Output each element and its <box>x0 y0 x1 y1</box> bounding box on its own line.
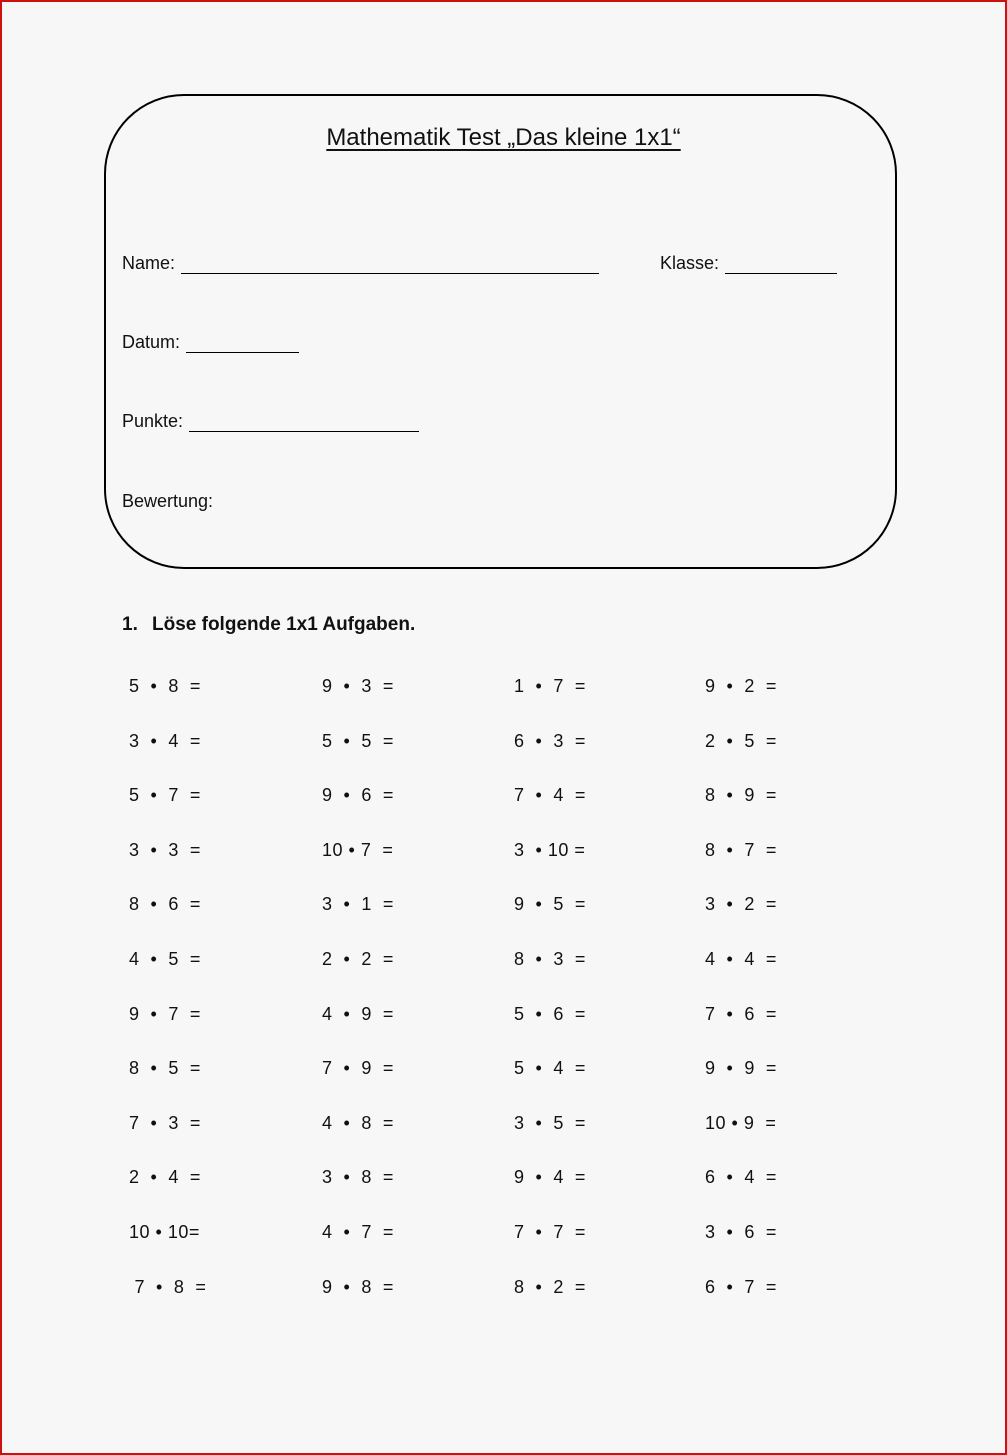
page-title: Mathematik Test „Das kleine 1x1“ <box>326 124 681 151</box>
problem-item: 7 • 6 = <box>705 1003 777 1024</box>
problem-item: 5 • 4 = <box>514 1058 586 1079</box>
problem-item: 8 • 6 = <box>129 894 201 915</box>
punkte-field <box>122 411 419 432</box>
problem-item: 3 • 3 = <box>129 839 201 860</box>
problem-item: 3 • 8 = <box>322 1167 394 1188</box>
problem-item: 9 • 6 = <box>322 785 394 806</box>
problem-item: 8 • 3 = <box>514 949 586 969</box>
problem-item: 7 • 9 = <box>322 1058 394 1079</box>
name-label: Name: <box>122 253 176 273</box>
problem-item: 8 • 7 = <box>705 839 777 860</box>
klasse-field <box>660 253 837 274</box>
problem-item: 3 • 6 = <box>705 1222 777 1242</box>
problem-item: 6 • 4 = <box>705 1167 777 1188</box>
problem-item: 9 • 8 = <box>322 1276 394 1297</box>
problem-item: 10 • 10= <box>129 1222 200 1242</box>
problem-item: 8 • 5 = <box>129 1058 201 1079</box>
problem-item: 7 • 7 = <box>514 1222 586 1242</box>
problem-item: 2 • 5 = <box>705 730 777 751</box>
problem-item: 2 • 4 = <box>129 1167 201 1188</box>
problem-item: 1 • 7 = <box>514 676 586 696</box>
task-number: 1. <box>122 614 138 635</box>
problem-item: 9 • 2 = <box>705 676 777 696</box>
problem-item: 4 • 8 = <box>322 1112 394 1133</box>
problem-item: 10 • 7 = <box>322 839 394 860</box>
problem-item: 9 • 7 = <box>129 1003 201 1024</box>
datum-field <box>122 332 299 353</box>
name-field <box>122 253 599 274</box>
problem-item: 10 • 9 = <box>705 1112 777 1133</box>
datum-blank-line[interactable] <box>186 335 299 353</box>
problem-item: 5 • 6 = <box>514 1003 586 1024</box>
problem-item: 8 • 9 = <box>705 785 777 806</box>
problem-item: 4 • 9 = <box>322 1003 394 1024</box>
problem-item: 3 • 2 = <box>705 894 777 915</box>
punkte-label: Punkte: <box>122 411 184 431</box>
problem-item: 3 • 10 = <box>514 839 586 860</box>
problem-item: 5 • 7 = <box>129 785 201 806</box>
problem-grid <box>129 676 869 1316</box>
problem-item: 9 • 3 = <box>322 676 394 696</box>
problem-item: 3 • 5 = <box>514 1112 586 1133</box>
name-blank-line[interactable] <box>181 256 599 274</box>
problem-item: 9 • 4 = <box>514 1167 586 1188</box>
problem-item: 5 • 5 = <box>322 730 394 751</box>
problem-item: 5 • 8 = <box>129 676 201 696</box>
problem-item: 7 • 4 = <box>514 785 586 806</box>
bewertung-label: Bewertung: <box>122 491 214 511</box>
klasse-blank-line[interactable] <box>725 256 837 274</box>
problem-item: 9 • 5 = <box>514 894 586 915</box>
problem-item: 6 • 3 = <box>514 730 586 751</box>
problem-item: 6 • 7 = <box>705 1276 777 1297</box>
problem-item: 3 • 1 = <box>322 894 394 915</box>
datum-label: Datum: <box>122 332 181 352</box>
problem-item: 7 • 3 = <box>129 1112 201 1133</box>
task-heading <box>122 614 415 636</box>
problem-item: 8 • 2 = <box>514 1276 586 1297</box>
problem-item: 3 • 4 = <box>129 730 201 751</box>
bewertung-field <box>122 491 213 512</box>
problem-item: 9 • 9 = <box>705 1058 777 1079</box>
problem-item: 4 • 4 = <box>705 949 777 969</box>
klasse-label: Klasse: <box>660 253 720 273</box>
problem-item: 4 • 5 = <box>129 949 201 969</box>
punkte-blank-line[interactable] <box>189 414 419 432</box>
task-text: Löse folgende 1x1 Aufgaben. <box>152 614 416 635</box>
problem-item: 2 • 2 = <box>322 949 394 969</box>
problem-item: 7 • 8 = <box>129 1276 207 1297</box>
problem-item: 4 • 7 = <box>322 1222 394 1242</box>
